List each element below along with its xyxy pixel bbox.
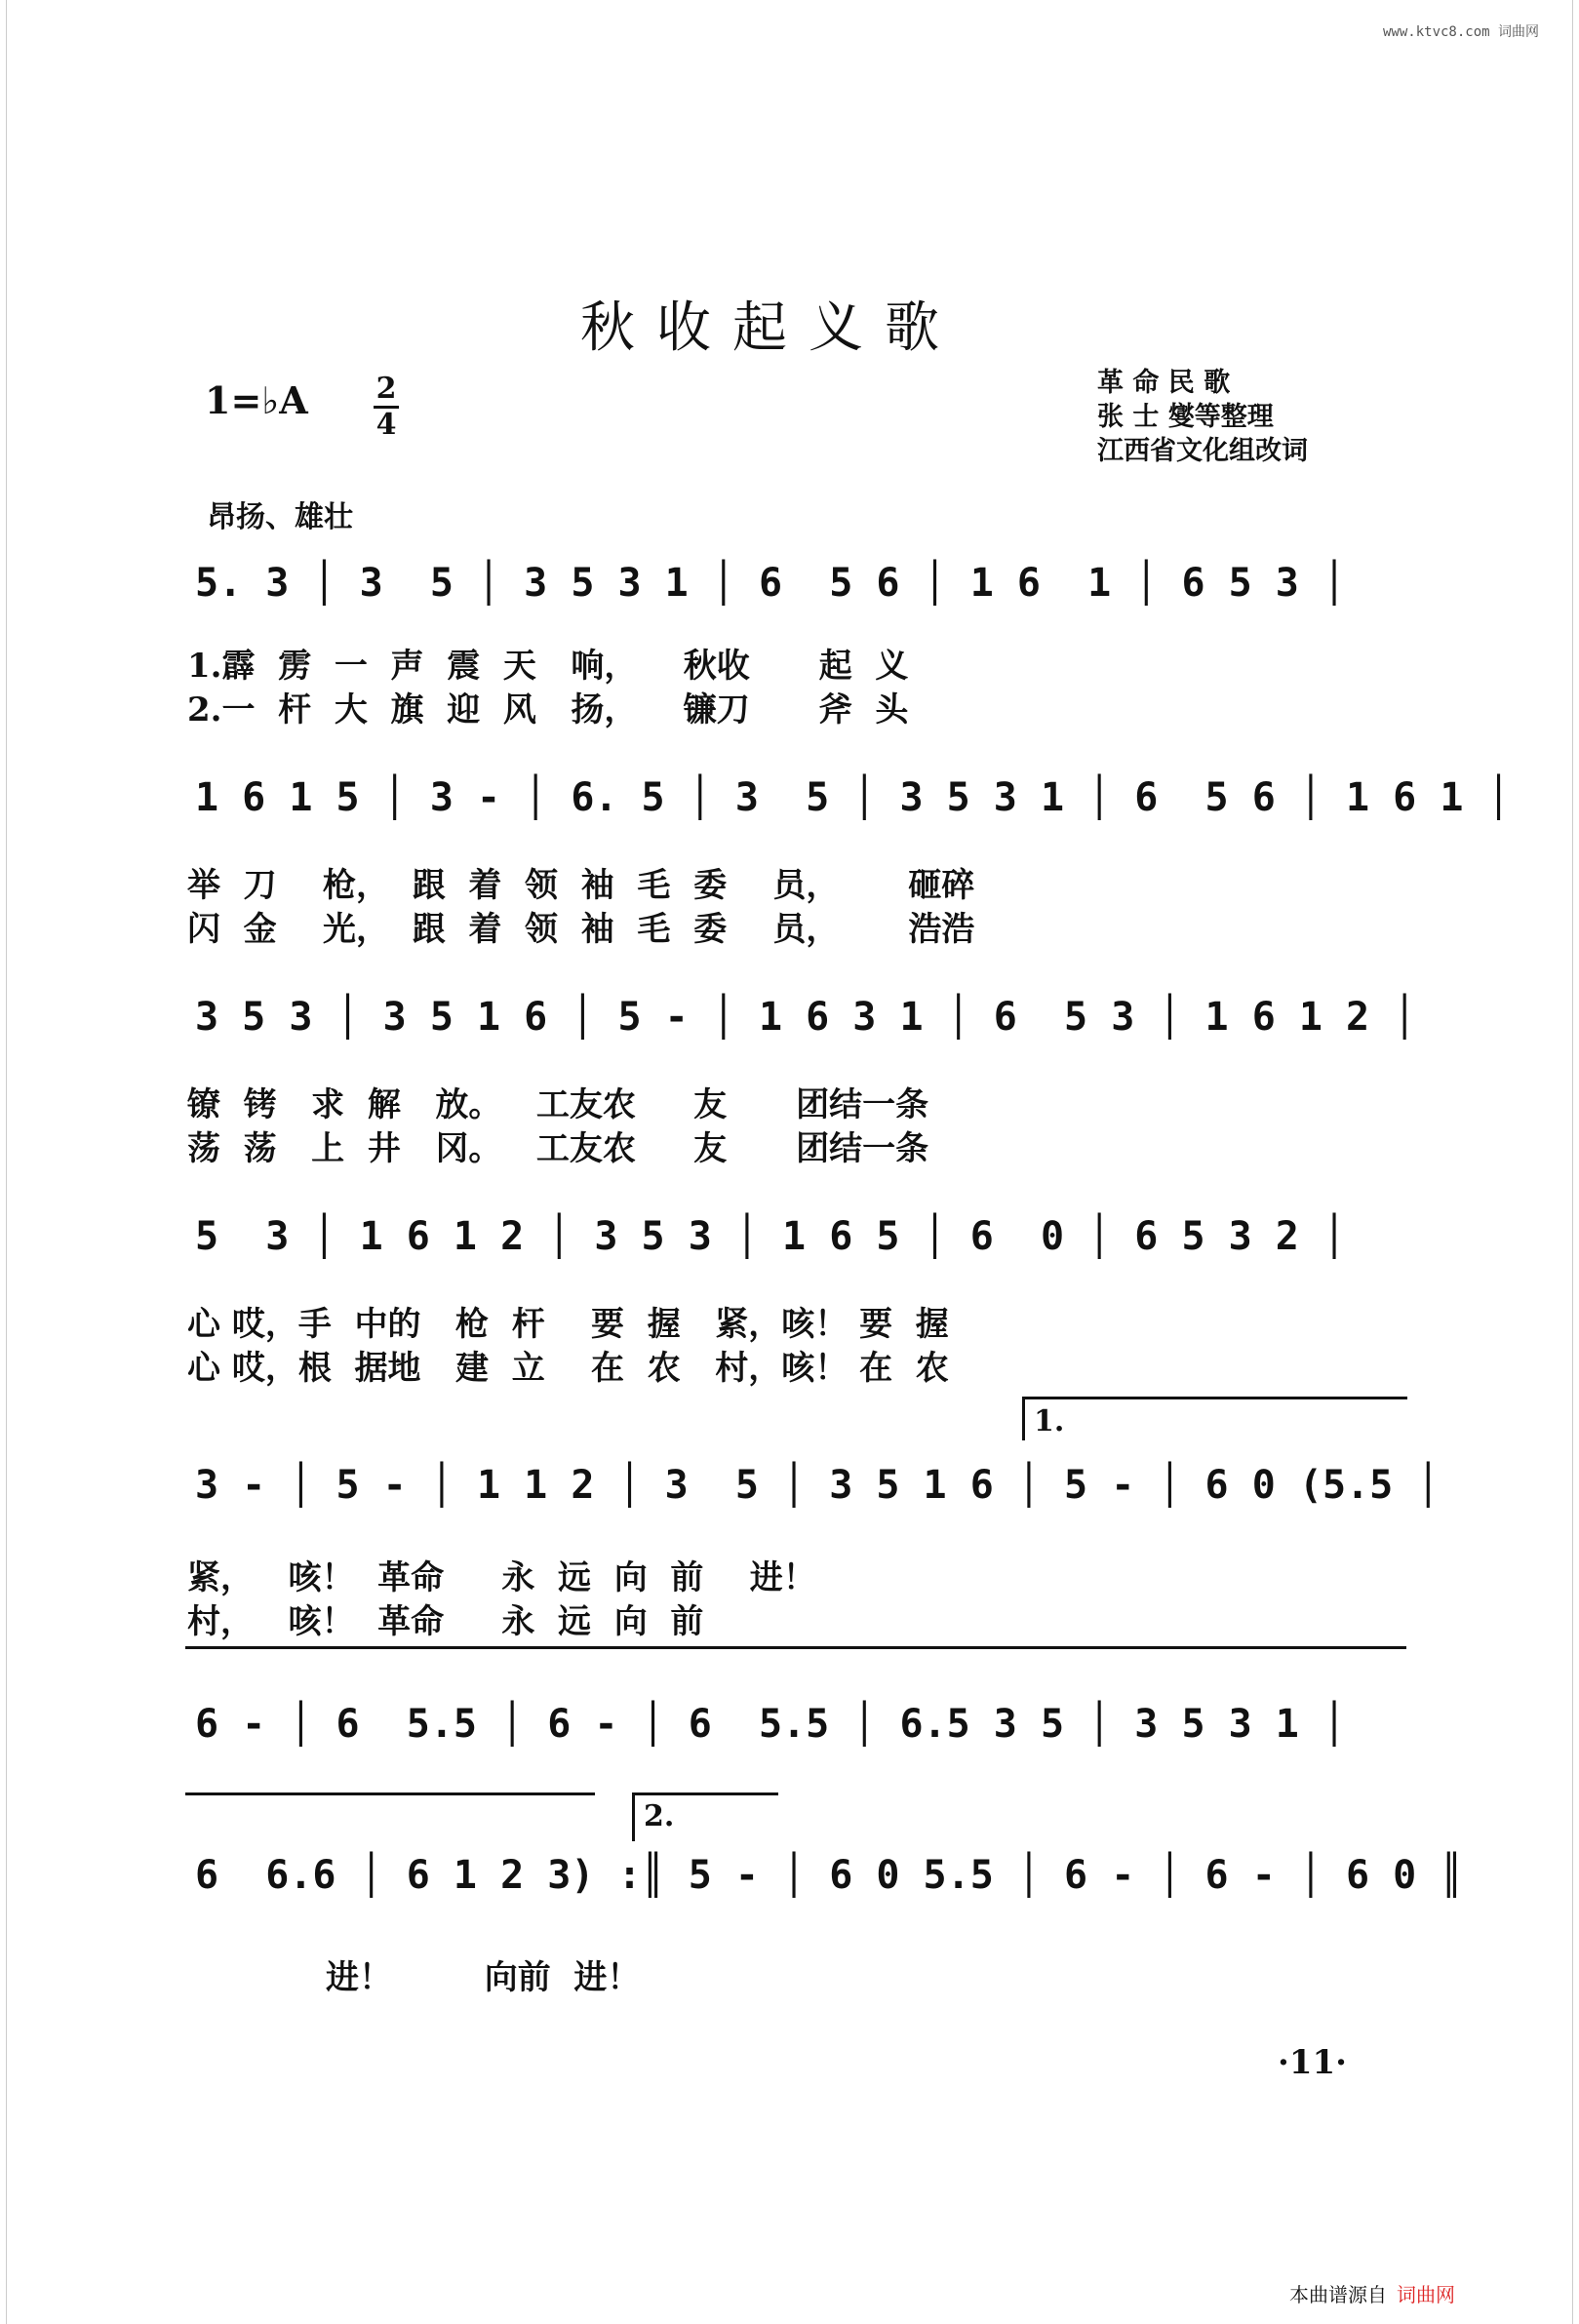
- volta-2-label: 2.: [644, 1799, 675, 1833]
- time-signature: [374, 374, 399, 440]
- page-edge-left: [6, 0, 7, 2324]
- notes-system-7: 6 6.6 │ 6 1 2 3) :║ 5 - │ 6 0 5.5 │ 6 - │ 6 - │ 6 0 ║: [195, 1853, 1464, 1898]
- credit-line-2: 张 士 燮等整理: [1097, 402, 1274, 432]
- credit-line-1: 革 命 民 歌: [1097, 368, 1231, 398]
- volta-1-bracket-side: [1022, 1397, 1025, 1440]
- footer-brand-link[interactable]: 词曲网: [1397, 2283, 1455, 2306]
- notes-system-1: 5. 3 │ 3 5 │ 3 5 3 1 │ 6 5 6 │ 1 6 1 │ 6 5 3 │: [195, 561, 1347, 606]
- notes-system-2: 1 6 1 5 │ 3 - │ 6. 5 │ 3 5 │ 3 5 3 1 │ 6 5 6 │ 1 6 1 │: [195, 775, 1511, 820]
- volta-2-bracket-side: [632, 1792, 635, 1841]
- volta-1-label: 1.: [1034, 1404, 1065, 1438]
- lyrics-system-3-verse-2: 荡 荡 上 井 冈。 工友农 友 团结一条: [187, 1129, 929, 1168]
- lyrics-system-4-verse-1: 心 哎，手 中的 枪 杆 要 握 紧，咳！ 要 握: [187, 1305, 949, 1344]
- volta-1-bracket: [1022, 1397, 1407, 1399]
- notes-system-6: 6 - │ 6 5.5 │ 6 - │ 6 5.5 │ 6.5 3 5 │ 3 5 3 1 │: [195, 1702, 1347, 1747]
- notes-system-4: 5 3 │ 1 6 1 2 │ 3 5 3 │ 1 6 5 │ 6 0 │ 6 5 3 2 │: [195, 1214, 1347, 1259]
- meter-top: 2: [375, 372, 397, 406]
- page-edge-right: [1572, 0, 1573, 2324]
- lyrics-system-1-verse-2: 2.一 杆 大 旗 迎 风 扬， 镰刀 斧 头: [187, 690, 909, 729]
- key-signature: 1=♭A: [205, 378, 308, 422]
- lyrics-system-5-verse-1: 紧， 咳！ 革命 永 远 向 前 进！: [187, 1558, 816, 1597]
- notes-system-3: 3 5 3 │ 3 5 1 6 │ 5 - │ 1 6 3 1 │ 6 5 3 │ 1 6 1 2 │: [195, 995, 1417, 1040]
- tempo-marking: 昂扬、雄壮: [207, 500, 353, 534]
- lyrics-system-3-verse-1: 镣 铐 求 解 放。 工友农 友 团结一条: [187, 1085, 929, 1124]
- watermark-site: www.ktvc8.com 词曲网: [1383, 24, 1540, 40]
- page-number: ·11·: [1278, 2043, 1347, 2082]
- notes-system-5: 3 - │ 5 - │ 1 1 2 │ 3 5 │ 3 5 1 6 │ 5 - │ 6 0 (5.5 │: [195, 1463, 1441, 1508]
- lyrics-system-7: 进！ 向前 进！: [187, 1958, 641, 1997]
- footer-label: 本曲谱源自: [1289, 2283, 1387, 2306]
- meter-bottom: 4: [375, 408, 397, 442]
- volta-2-bracket: [632, 1792, 778, 1795]
- credit-line-3: 江西省文化组改词: [1097, 436, 1308, 466]
- lyrics-system-5-verse-2: 村， 咳！ 革命 永 远 向 前: [187, 1602, 704, 1641]
- lyrics-system-4-verse-2: 心 哎，根 据地 建 立 在 农 村，咳！ 在 农: [187, 1349, 949, 1388]
- separator-line-1: [185, 1646, 1406, 1649]
- footer-source: [1289, 2279, 1455, 2307]
- separator-line-2: [185, 1792, 595, 1795]
- lyrics-system-2-verse-2: 闪 金 光， 跟 着 领 袖 毛 委 员， 浩浩: [187, 910, 975, 949]
- lyrics-system-1-verse-1: 1.霹 雳 一 声 震 天 响， 秋收 起 义: [187, 647, 909, 686]
- lyrics-system-2-verse-1: 举 刀 枪， 跟 着 领 袖 毛 委 员， 砸碎: [187, 866, 975, 905]
- song-title: 秋收起义歌: [580, 296, 961, 360]
